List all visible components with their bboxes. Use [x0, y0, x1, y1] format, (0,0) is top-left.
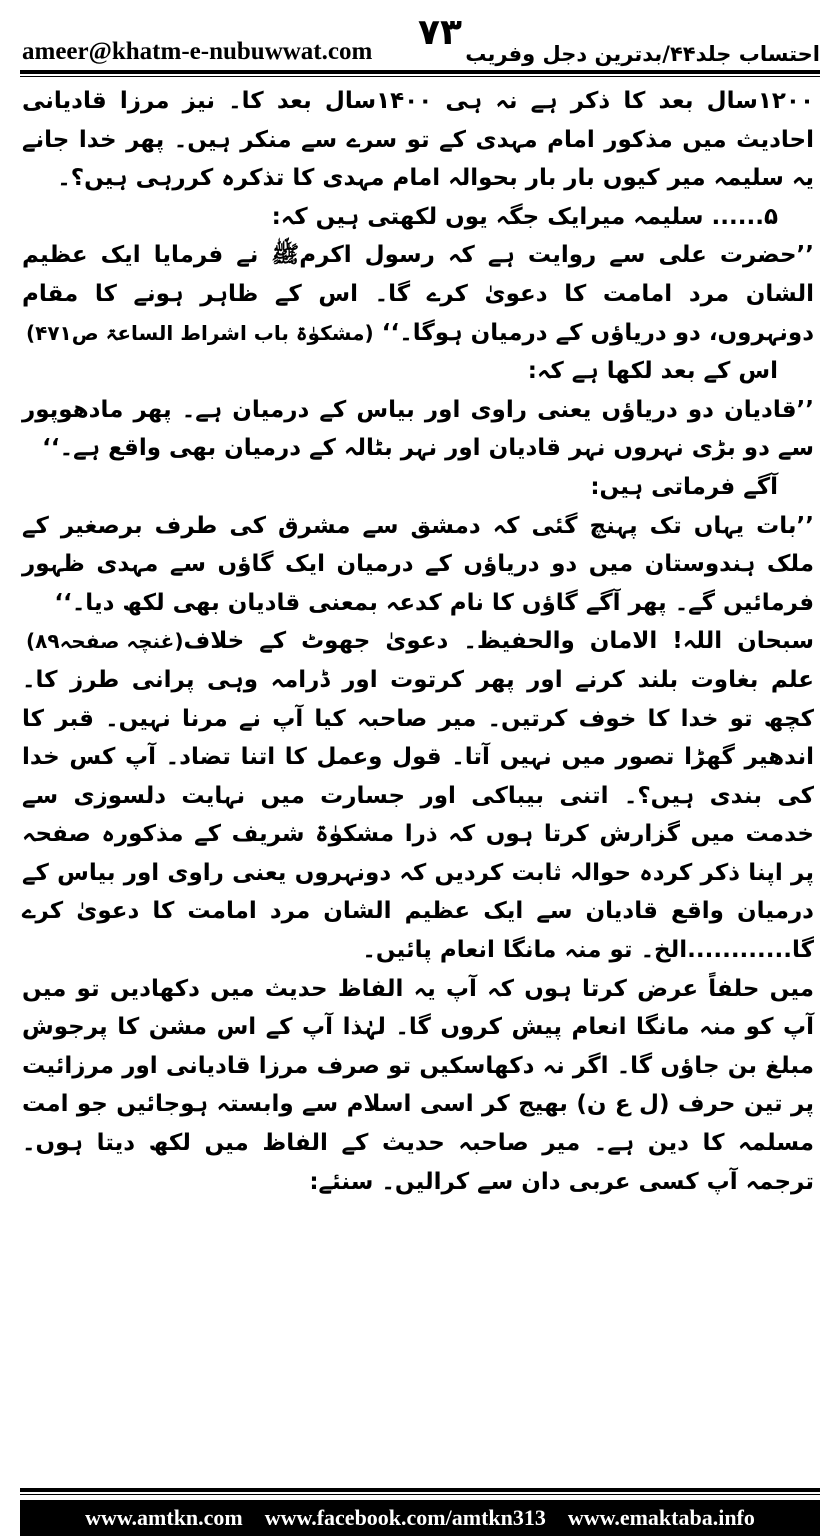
page-header: [22, 8, 820, 66]
paragraph-5: سبحان اللہ! الامان والحفیظ۔ دعویٰ جھوٹ کے خلاف علم بغاوت بلند کرنے اور پھر کرتوت اور ڈرامہ وہی پرانی طرز کا۔ کچھ تو خدا کا خوف کرتیں۔ میر صاحبہ کیا آپ نے مرنا نہیں۔ قبر کا اندھیر گھڑا تصور میں نہیں آتا۔ قول وعمل کا اتنا تضاد۔ آپ کس خدا کی بندی ہیں؟۔ اتنی بیباکی اور جسارت میں نہایت دلسوزی سے خدمت میں گزارش کرتا ہوں کہ ذرا مشکوٰۃ شریف کے مذکورہ صفحہ پر اپنا ذکر کردہ حوالہ ثابت کردیں کہ دونہروں یعنی راوی اور بیاس کے درمیان واقع قادیان سے ایک عظیم الشان مرد امامت کا دعویٰ کرے گا............الخ۔ تو منہ مانگا انعام پائیں۔: [22, 628, 814, 964]
reference-ghuncha: (غنچہ صفحہ۸۹): [26, 629, 184, 654]
footer-link-emaktaba[interactable]: www.emaktaba.info: [567, 1505, 755, 1530]
quote-3: [22, 507, 814, 654]
quote-3-text: ’’بات یہاں تک پہنچ گئی کہ دمشق سے مشرق کی طرف برصغیر کے ملک ہندوستان میں دو دریاؤں کے درمیان ایک گاؤں سے مہدی ظہور فرمائیں گے۔ پھر آگے گاؤں کا نام کدعہ بمعنی قادیان بھی لکھ دیا۔‘‘: [22, 512, 814, 616]
paragraph-6: میں حلفاً عرض کرتا ہوں کہ آپ یہ الفاظ حدیث میں دکھادیں تو میں آپ کو منہ مانگا انعام پیش کروں گا۔ لہٰذا آپ کے اس مشن کا پرجوش مبلغ بن جاؤں گا۔ اگر نہ دکھاسکیں تو صرف مرزا قادیانی اور مرزائیت پر تین حرف (ل ع ن) بھیج کر اسی اسلام سے وابستہ ہوجائیں جو امت مسلمہ کا دین ہے۔ میر صاحبہ حدیث کے الفاظ میں لکھ دیتا ہوں۔ ترجمہ آپ کسی عربی دان سے کرالیں۔ سنئے:: [22, 975, 814, 1195]
quote-2: ’’قادیان دو دریاؤں یعنی راوی اور بیاس کے درمیان ہے۔ پھر مادھوپور سے دو بڑی نہروں نہر قادیان اور نہر بٹالہ کے درمیان بھی واقع ہے۔‘‘: [22, 396, 814, 462]
quote-1-text: ’’حضرت علی سے روایت ہے کہ رسول اکرمﷺ نے فرمایا ایک عظیم الشان مرد امامت کا دعویٰ کرے گا۔ اس کے ظاہر ہونے کا مقام دونہروں، دو دریاؤں کے درمیان ہوگا۔‘‘: [22, 242, 814, 346]
page-number: ۷۳: [418, 12, 462, 53]
paragraph-4: آگے فرماتی ہیں:: [590, 473, 778, 500]
paragraph-2: ۵...... سلیمہ میرایک جگہ یوں لکھتی ہیں کہ:: [271, 203, 778, 230]
page-footer: [20, 1500, 820, 1536]
footer-link-facebook[interactable]: www.facebook.com/amtkn313: [264, 1505, 546, 1530]
quote-1: [22, 236, 814, 352]
footer-divider: [20, 1488, 820, 1495]
paragraph-3: اس کے بعد لکھا ہے کہ:: [527, 358, 778, 385]
page-body: [22, 82, 814, 1472]
header-divider: [20, 70, 820, 77]
header-email[interactable]: ameer@khatm-e-nubuwwat.com: [22, 38, 373, 65]
header-title: احتساب جلد۴۴/بدترین دجل وفریب: [465, 42, 820, 66]
footer-link-amtkn[interactable]: www.amtkn.com: [85, 1505, 243, 1530]
paragraph-1: ۱۲۰۰سال بعد کا ذکر ہے نہ ہی ۱۴۰۰سال بعد کا۔ نیز مرزا قادیانی احادیث میں مذکور امام مہدی کے تو سرے سے منکر ہیں۔ پھر خدا جانے یہ سلیمہ میر کیوں بار بار بحوالہ امام مہدی کا تذکرہ کررہی ہیں؟۔: [22, 88, 814, 192]
reference-mishkat: (مشکوٰۃ باب اشراط الساعۃ ص۴۷۱): [26, 320, 374, 345]
